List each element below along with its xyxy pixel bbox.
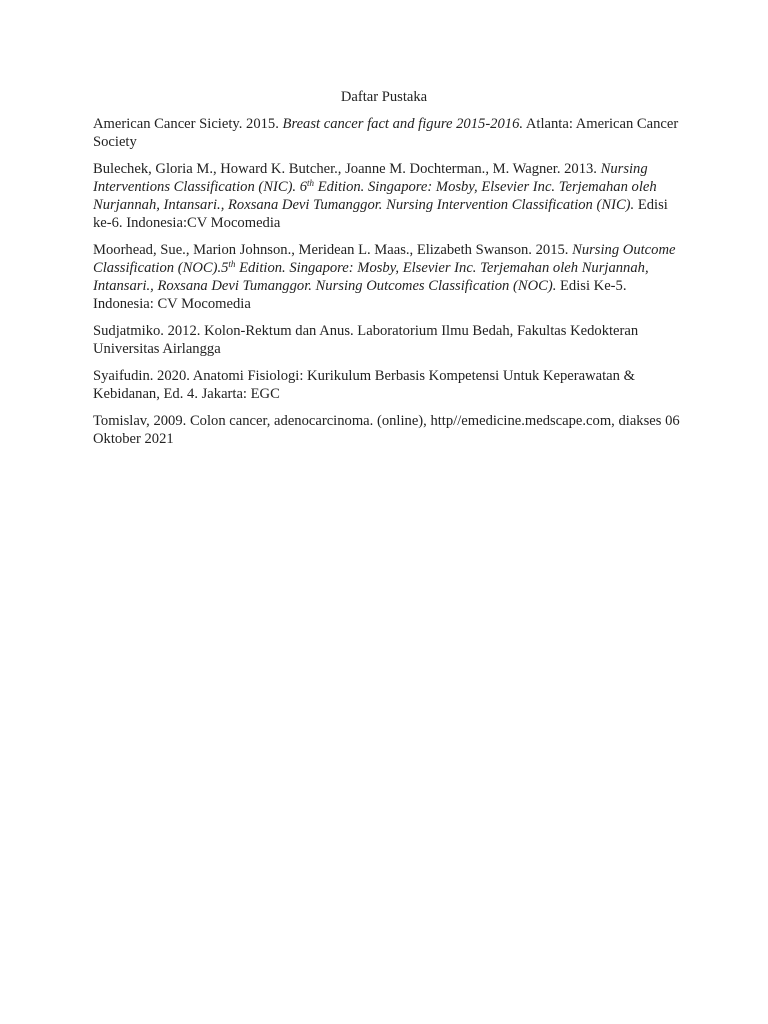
reference-item [93,241,683,313]
reference-title: Breast cancer fact and figure 2015-2016. [282,116,524,132]
reference-item [93,160,683,232]
reference-title-cont: Edition. Singapore: Mosby, Elsevier Inc. Terjemahan oleh Nurjannah, Intansari., Roxsana Devi Tumanggor. Nursing Intervention Classification (NIC). [93,179,657,213]
page-title: Daftar Pustaka [340,89,428,105]
reference-list [93,115,683,457]
reference-text: Bulechek, Gloria M., Howard K. Butcher., Joanne M. Dochterman., M. Wagner. 2013. [93,161,601,177]
reference-title: Nursing Interventions Classification (NIC). 6 [93,161,648,195]
reference-text: Moorhead, Sue., Marion Johnson., Meridean L. Maas., Elizabeth Swanson. 2015. [93,242,573,258]
reference-text: American Cancer Siciety. 2015. [93,116,283,132]
reference-publisher: Edisi Ke-5. Indonesia: CV Mocomedia [93,278,627,312]
reference-title: Nursing Outcome Classification (NOC).5 [93,242,676,276]
reference-publisher: Edisi ke-6. Indonesia:CV Mocomedia [93,197,668,231]
reference-text: Tomislav, 2009. Colon cancer, adenocarcinoma. (online), http//emedicine.medscape.com, diakses 06 Oktober 2021 [93,413,680,447]
reference-item [93,322,683,358]
reference-text: Syaifudin. 2020. Anatomi Fisiologi: Kurikulum Berbasis Kompetensi Untuk Keperawatan & Kebidanan, Ed. 4. Jakarta: EGC [93,368,635,402]
reference-item [93,115,683,151]
reference-item [93,412,683,448]
superscript: th [228,259,236,269]
superscript: th [307,178,315,188]
reference-publisher: Atlanta: American Cancer Society [93,116,679,150]
reference-text: Sudjatmiko. 2012. Kolon-Rektum dan Anus. Laboratorium Ilmu Bedah, Fakultas Kedokteran Universitas Airlangga [93,323,639,357]
reference-title-cont: Edition. Singapore: Mosby, Elsevier Inc. Terjemahan oleh Nurjannah, Intansari., Roxsana Devi Tumanggor. Nursing Outcomes Classification (NOC). [93,260,649,294]
reference-item [93,367,683,403]
